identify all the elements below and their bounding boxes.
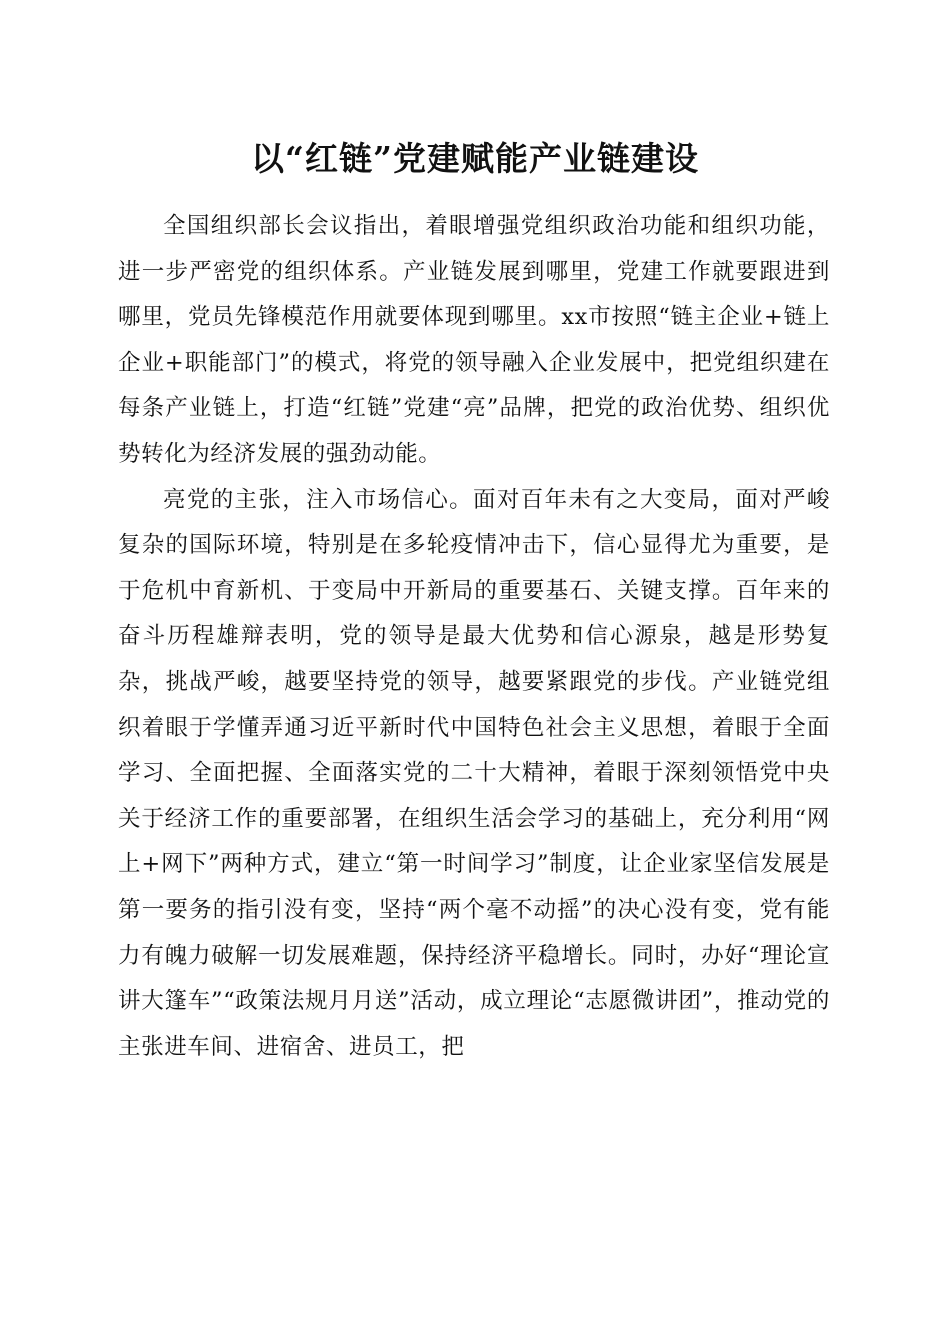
document-title: 以“红链”党建赋能产业链建设 [251, 139, 699, 178]
paragraph-party-position: 亮党的主张，注入市场信心。面对百年未有之大变局，面对严峻复杂的国际环境，特别是在多轮疫情冲击下，信心显得尤为重要，是于危机中育新机、于变局中开新局的重要基石、关键支撑。百年来的奋斗历程雄辩表明，党的领导是最大优势和信心源泉，越是形势复杂，挑战严峻，越要坚持党的领导，越要紧跟党的步伐。产业链党组织着眼于学懂弄通习近平新时代中国特色社会主义思想，着眼于全面学习、全面把握、全面落实党的二十大精神，着眼于深刻领悟党中央关于经济工作的重要部署，在组织生活会学习的基础上，充分利用“网上+网下”两种方式，建立“第一时间学习”制度，让企业家坚信发展是第一要务的指引没有变，坚持“两个毫不动摇”的决心没有变，党有能力有魄力破解一切发展难题，保持经济平稳增长。同时，办好“理论宣讲大篷车”“政策法规月月送”活动，成立理论“志愿微讲团”，推动党的主张进车间、进宿舍、进员工，把 [118, 486, 830, 1060]
paragraph-intro: 全国组织部长会议指出，着眼增强党组织政治功能和组织功能，进一步严密党的组织体系。产业链发展到哪里，党建工作就要跟进到哪里，党员先锋模范作用就要体现到哪里。xx市按照“链主企业+链上企业+职能部门”的模式，将党的领导融入企业发展中，把党组织建在每条产业链上，打造“红链”党建“亮”品牌，把党的政治优势、组织优势转化为经济发展的强劲动能。 [118, 213, 830, 467]
document-body [118, 204, 830, 1070]
